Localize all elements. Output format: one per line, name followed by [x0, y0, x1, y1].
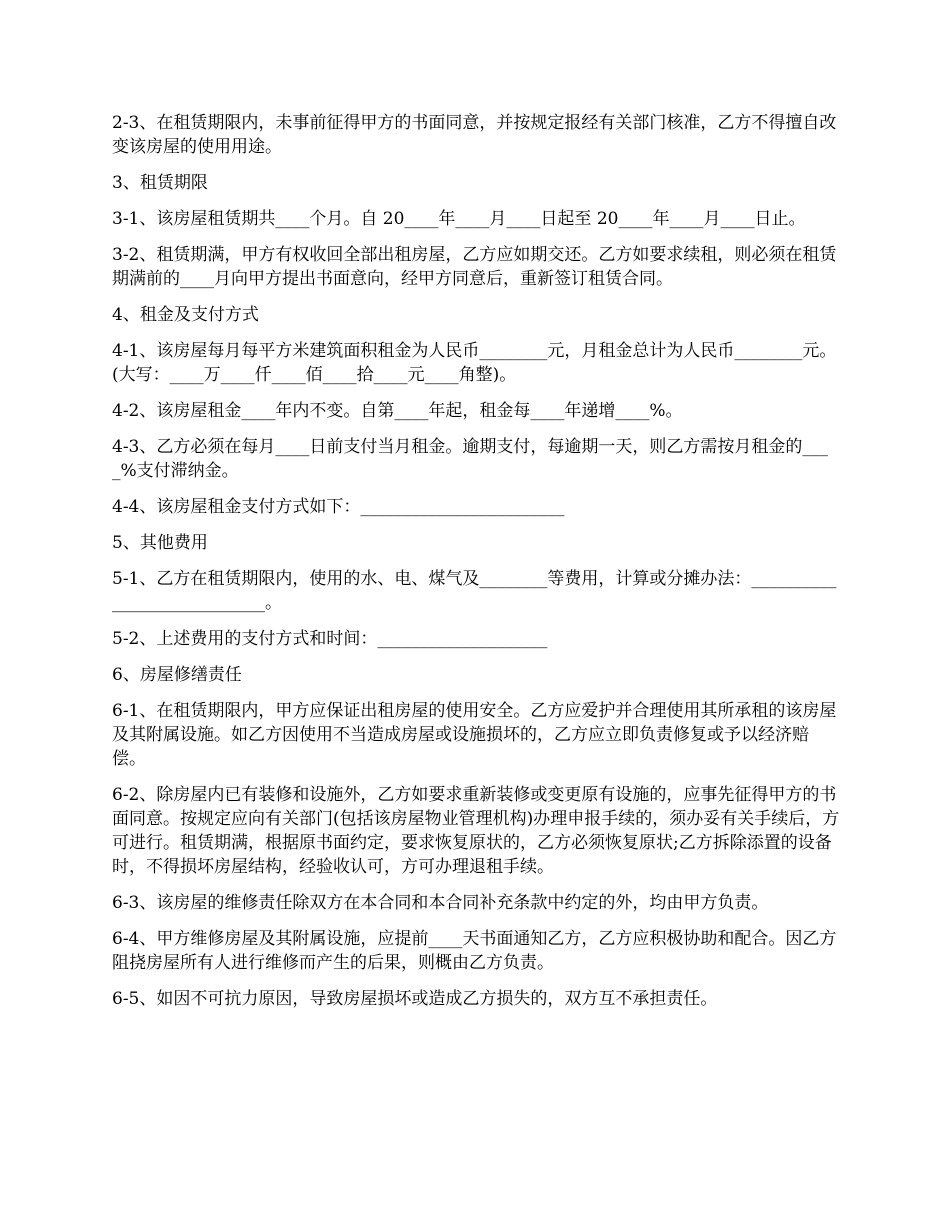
- clause-5-2: 5-2、上述费用的支付方式和时间：____________________: [112, 629, 548, 649]
- clause-6-2: 6-2、除房屋内已有装修和设施外，乙方如要求重新装修或变更原有设施的，应事先征得甲方的书面同意。按规定应向有关部门(包括该房屋物业管理机构)办理申报手续的，须办妥有关手续后，方可进行。租赁期满，根据原书面约定，要求恢复原状的，乙方必须恢复原状;乙方拆除添置的设备时，不得损坏房屋结构，经验收认可，方可办理退租手续。: [112, 785, 840, 877]
- clause-3-1: 3-1、该房屋租赁期共____个月。自 20____年____月____日起至 20____年____月____日止。: [112, 209, 806, 229]
- section-heading-other-fees: 5、其他费用: [112, 533, 208, 553]
- clause-4-4: 4-4、该房屋租金支付方式如下：________________________: [112, 497, 565, 517]
- clause-5-1: 5-1、乙方在租赁期限内，使用的水、电、煤气及________等费用，计算或分摊办法：____________________________。: [112, 569, 837, 613]
- clause-4-3: 4-3、乙方必须在每月____日前支付当月租金。逾期支付，每逾期一天，则乙方需按月租金的____%支付滞纳金。: [112, 437, 828, 481]
- clause-6-1: 6-1、在租赁期限内，甲方应保证出租房屋的使用安全。乙方应爱护并合理使用其所承租的该房屋及其附属设施。如乙方因使用不当造成房屋或设施损坏的，乙方应立即负责修复或予以经济赔偿。: [112, 701, 837, 769]
- section-heading-rent-payment: 4、租金及支付方式: [112, 305, 259, 325]
- clause-6-5: 6-5、如因不可抗力原因，导致房屋损坏或造成乙方损失的，双方互不承担责任。: [112, 989, 718, 1009]
- clause-3-2: 3-2、租赁期满，甲方有权收回全部出租房屋，乙方应如期交还。乙方如要求续租，则必须在租赁期满前的____月向甲方提出书面意向，经甲方同意后，重新签订租赁合同。: [112, 245, 837, 289]
- section-heading-lease-term: 3、租赁期限: [112, 173, 208, 193]
- clause-6-3: 6-3、该房屋的维修责任除双方在本合同和本合同补充条款中约定的外，均由甲方负责。: [112, 893, 769, 913]
- section-heading-repair-responsibility: 6、房屋修缮责任: [112, 665, 242, 685]
- clause-6-4: 6-4、甲方维修房屋及其附属设施，应提前____天书面通知乙方，乙方应积极协助和配合。因乙方阻挠房屋所有人进行维修而产生的后果，则概由乙方负责。: [112, 929, 837, 973]
- clause-4-1: 4-1、该房屋每月每平方米建筑面积租金为人民币________元，月租金总计为人民币________元。(大写：____万____仟____佰____拾____元____角整)。: [112, 341, 837, 385]
- clause-2-3: 2-3、在租赁期限内，未事前征得甲方的书面同意，并按规定报经有关部门核准，乙方不得擅自改变该房屋的使用用途。: [112, 113, 837, 157]
- document-body: [112, 111, 842, 1023]
- clause-4-2: 4-2、该房屋租金____年内不变。自第____年起，租金每____年递增____%。: [112, 401, 683, 421]
